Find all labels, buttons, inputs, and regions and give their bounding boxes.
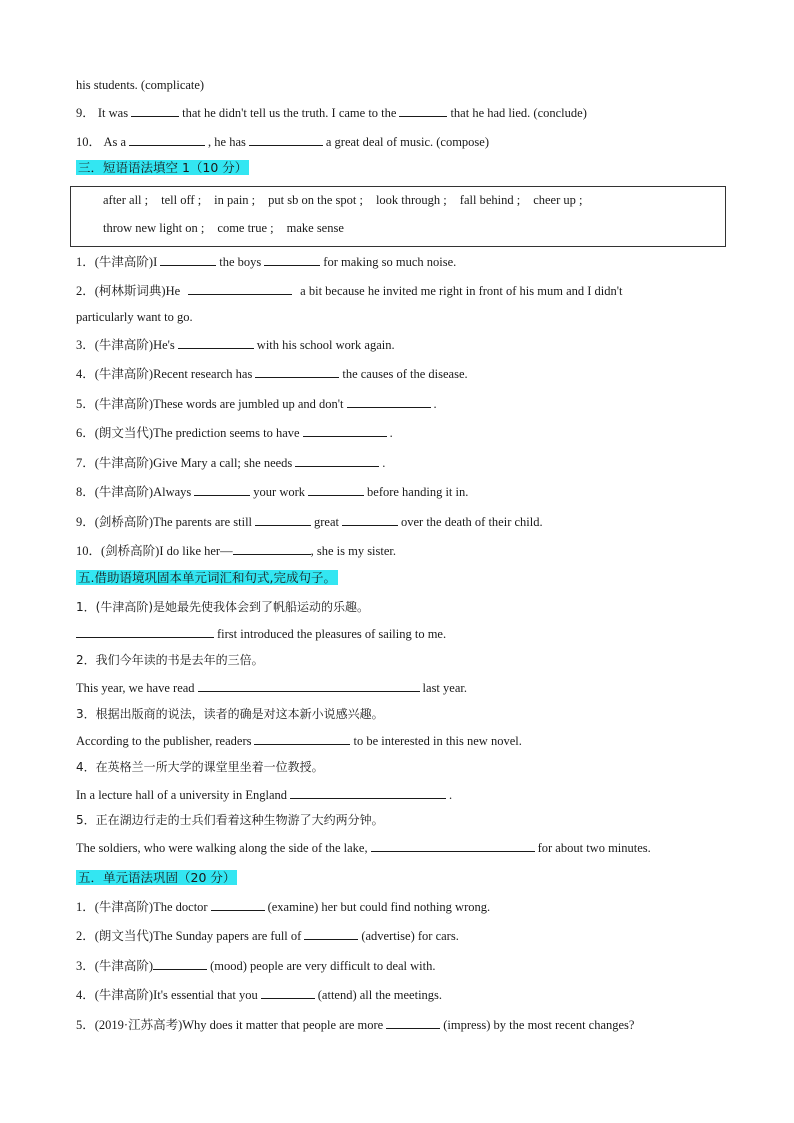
s3-q9: 9．(剑桥高阶)The parents are still great over the death of their child. xyxy=(76,515,543,529)
s3-q10: 10．(剑桥高阶)I do like her— , she is my sister. xyxy=(76,544,397,558)
s5b-q4: 4．(牛津高阶)It's essential that you (attend) all the meetings. xyxy=(76,988,443,1002)
vocab-q9: 9． It was that he didn't tell us the truth. I came to the that he had lied. (conclude) xyxy=(76,106,587,120)
s5a-q1-zh: 1．(牛津高阶)是她最先使我体会到了帆船运动的乐趣。 xyxy=(76,600,370,614)
blank[interactable] xyxy=(131,104,179,117)
blank[interactable] xyxy=(255,365,339,378)
blank[interactable] xyxy=(347,395,431,408)
s3-q6: 6．(朗文当代)The prediction seems to have . xyxy=(76,426,393,440)
blank[interactable] xyxy=(178,336,254,349)
s5b-q5: 5．(2019·江苏高考)Why does it matter that people are more (impress) by the most recent changes? xyxy=(76,1018,635,1032)
blank[interactable] xyxy=(198,679,420,692)
section-5a-title: 五.借助语境巩固本单元词汇和句式,完成句子。 xyxy=(78,570,336,585)
blank[interactable] xyxy=(308,483,364,496)
blank[interactable] xyxy=(76,625,214,638)
blank[interactable] xyxy=(290,786,446,799)
s3-q5: 5．(牛津高阶)These words are jumbled up and don't . xyxy=(76,397,437,411)
section-3-title: 三．短语语法填空 1（10 分） xyxy=(78,160,248,175)
s5a-q2-en: This year, we have read last year. xyxy=(76,681,467,695)
s5a-q4-en: In a lecture hall of a university in England . xyxy=(76,788,453,802)
blank[interactable] xyxy=(264,253,320,266)
s5a-q3-zh: 3．根据出版商的说法，读者的确是对这本新小说感兴趣。 xyxy=(76,707,384,721)
s3-q7: 7．(牛津高阶)Give Mary a call; she needs . xyxy=(76,456,386,470)
s5a-q5-en: The soldiers, who were walking along the side of the lake, for about two minutes. xyxy=(76,841,651,855)
blank[interactable] xyxy=(255,513,311,526)
blank[interactable] xyxy=(188,282,292,295)
blank[interactable] xyxy=(211,898,265,911)
s5a-q3-en: According to the publisher, readers to be interested in this new novel. xyxy=(76,734,522,748)
s5b-q3: 3．(牛津高阶) (mood) people are very difficult to deal with. xyxy=(76,959,436,973)
section-5b-title: 五．单元语法巩固（20 分） xyxy=(78,870,236,885)
s5b-q1: 1．(牛津高阶)The doctor (examine) her but could find nothing wrong. xyxy=(76,900,491,914)
s5a-q4-zh: 4．在英格兰一所大学的课堂里坐着一位教授。 xyxy=(76,760,324,774)
blank[interactable] xyxy=(304,927,358,940)
s5a-q5-zh: 5．正在湖边行走的士兵们看着这种生物游了大约两分钟。 xyxy=(76,813,384,827)
blank[interactable] xyxy=(261,986,315,999)
s5b-q2: 2．(朗文当代)The Sunday papers are full of (advertise) for cars. xyxy=(76,929,459,943)
blank[interactable] xyxy=(153,957,207,970)
blank[interactable] xyxy=(160,253,216,266)
s5a-q1-en: first introduced the pleasures of sailing to me. xyxy=(76,625,446,642)
s3-q8: 8．(牛津高阶)Always your work before handing it in. xyxy=(76,485,469,499)
blank[interactable] xyxy=(342,513,398,526)
vocab-q8-tail: his students. (complicate) xyxy=(76,78,205,92)
word-bank-row-1: after all ; tell off ; in pain ; put sb on the spot ; look through ; fall behind ; cheer up ; xyxy=(103,193,583,207)
word-bank-box xyxy=(70,186,726,247)
blank[interactable] xyxy=(254,732,350,745)
vocab-q10: 10． As a , he has a great deal of music. (compose) xyxy=(76,135,490,149)
blank[interactable] xyxy=(386,1016,440,1029)
blank[interactable] xyxy=(129,133,205,146)
s3-q2-cont: particularly want to go. xyxy=(76,310,193,324)
s3-q3: 3．(牛津高阶)He's with his school work again. xyxy=(76,338,395,352)
blank[interactable] xyxy=(295,454,379,467)
blank[interactable] xyxy=(233,542,311,555)
blank[interactable] xyxy=(399,104,447,117)
s3-q4: 4．(牛津高阶)Recent research has the causes of the disease. xyxy=(76,367,468,381)
blank[interactable] xyxy=(303,424,387,437)
blank[interactable] xyxy=(249,133,323,146)
s3-q2: 2．(柯林斯词典)He a bit because he invited me right in front of his mum and I didn't xyxy=(76,284,623,298)
s5a-q2-zh: 2．我们今年读的书是去年的三倍。 xyxy=(76,653,264,667)
blank[interactable] xyxy=(371,839,535,852)
blank[interactable] xyxy=(194,483,250,496)
word-bank-row-2: throw new light on ; come true ; make sense xyxy=(103,221,344,235)
s3-q1: 1．(牛津高阶)I the boys for making so much noise. xyxy=(76,255,457,269)
